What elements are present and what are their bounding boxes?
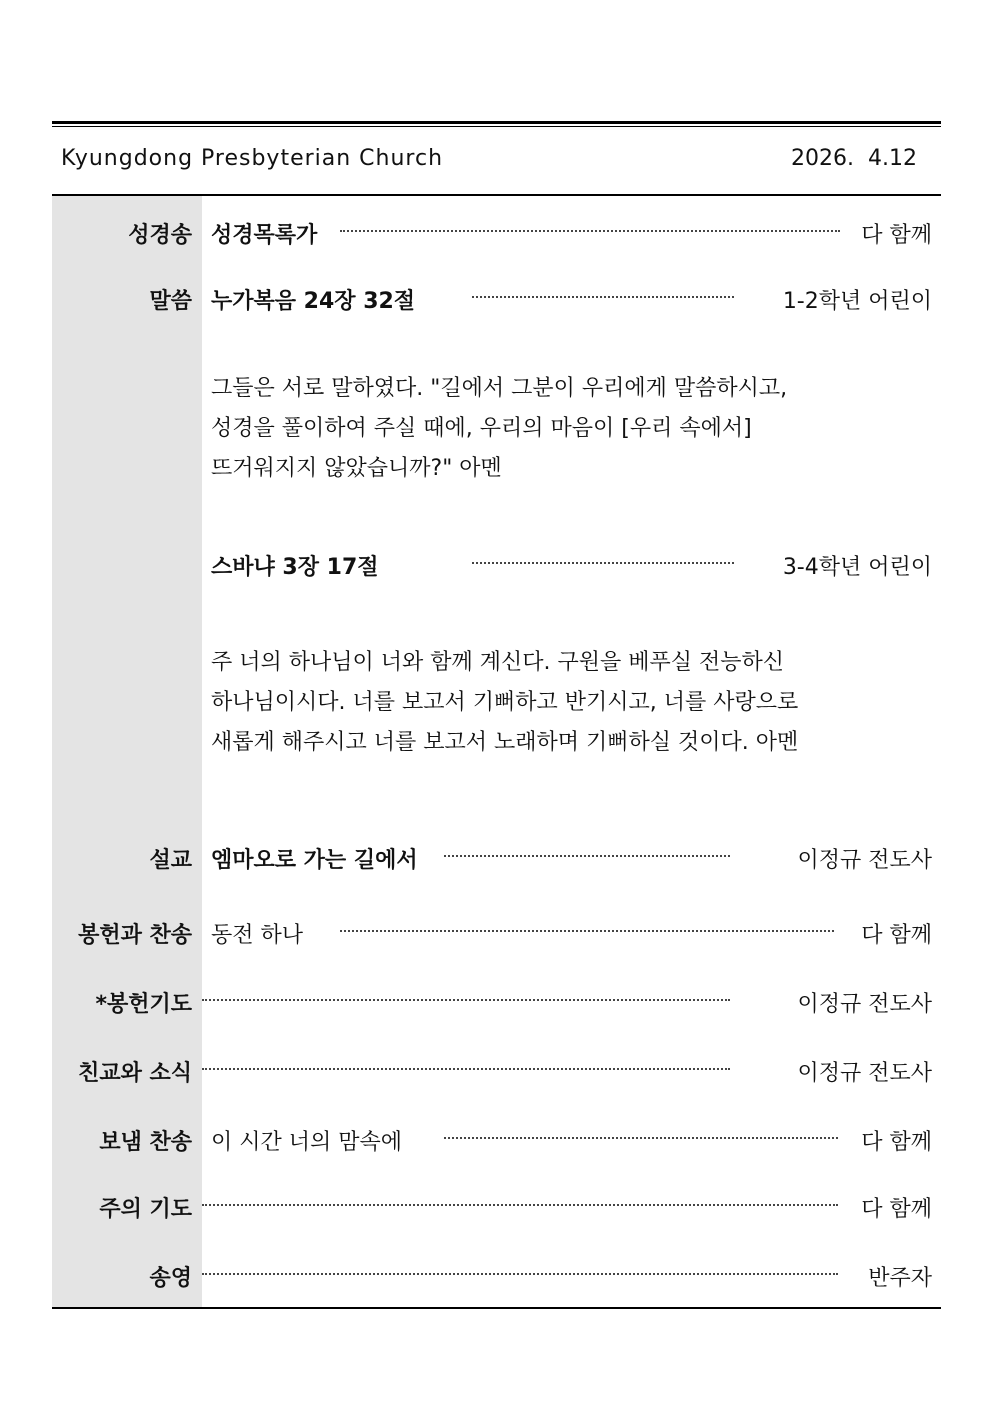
order-title: 누가복음 24장 32절 (211, 289, 416, 314)
order-item-fellowship-news (52, 1048, 941, 1088)
scripture-text-1: 그들은 서로 말하였다. "길에서 그분이 우리에게 말씀하시고, 성경을 풀이하여 주실 때에, 우리의 마음이 [우리 속에서] 뜨거워지지 않았습니까?" 아멘 (211, 376, 788, 481)
order-label: 보냄 찬송 (99, 1130, 192, 1155)
order-label: 주의 기도 (99, 1197, 192, 1222)
order-label: 성경송 (128, 223, 192, 248)
leader-dots (202, 1068, 730, 1070)
order-leader: 다 함께 (861, 223, 932, 248)
leader-dots (202, 1204, 838, 1206)
leader-dots (444, 1137, 838, 1139)
order-item-offering-prayer (52, 979, 941, 1019)
leader-dots (340, 930, 834, 932)
bottom-rule (52, 1307, 941, 1309)
order-title: 성경목록가 (211, 223, 318, 248)
order-label: 봉헌과 찬송 (78, 923, 192, 948)
order-item-bible-song (52, 210, 941, 250)
order-title: 이 시간 너의 맘속에 (211, 1130, 402, 1155)
order-leader: 이정규 전도사 (797, 848, 932, 873)
order-label: 친교와 소식 (78, 1061, 192, 1086)
order-leader: 1-2학년 어린이 (782, 289, 932, 314)
order-item-doxology (52, 1253, 941, 1293)
order-item-scripture-1 (52, 276, 941, 316)
order-leader: 이정규 전도사 (797, 1061, 932, 1086)
leader-dots (202, 1273, 838, 1275)
scripture-text-2: 주 너의 하나님이 너와 함께 계신다. 구원을 베푸실 전능하신 하나님이시다. 너를 보고서 기뻐하고 반기시고, 너를 사랑으로 새롭게 해주시고 너를 보고서 노래하며 기뻐하실 것이다. 아멘 (211, 650, 799, 755)
order-label: 말씀 (149, 289, 192, 314)
leader-dots (444, 855, 730, 857)
order-title: 엠마오로 가는 길에서 (211, 848, 418, 873)
leader-dots (472, 296, 734, 298)
order-label: *봉헌기도 (95, 992, 192, 1017)
order-item-scripture-2 (52, 542, 941, 582)
leader-dots (340, 230, 840, 232)
leader-dots (472, 562, 734, 564)
order-item-sermon (52, 835, 941, 875)
church-name: Kyungdong Presbyterian Church (61, 146, 444, 171)
order-title: 스바냐 3장 17절 (211, 555, 379, 580)
order-label: 설교 (149, 848, 192, 873)
order-leader: 반주자 (868, 1266, 932, 1291)
service-date: 2026. 4.12 (791, 146, 917, 171)
order-leader: 다 함께 (861, 923, 932, 948)
order-title: 동전 하나 (211, 923, 304, 948)
order-leader: 다 함께 (861, 1197, 932, 1222)
order-item-offering-hymn (52, 910, 941, 950)
order-leader: 3-4학년 어린이 (782, 555, 932, 580)
order-item-sending-hymn (52, 1117, 941, 1157)
order-item-lords-prayer (52, 1184, 941, 1224)
top-double-rule (52, 121, 941, 124)
leader-dots (202, 999, 730, 1001)
bulletin-header (52, 127, 941, 194)
order-label: 송영 (149, 1266, 192, 1291)
order-leader: 이정규 전도사 (797, 992, 932, 1017)
order-leader: 다 함께 (861, 1130, 932, 1155)
